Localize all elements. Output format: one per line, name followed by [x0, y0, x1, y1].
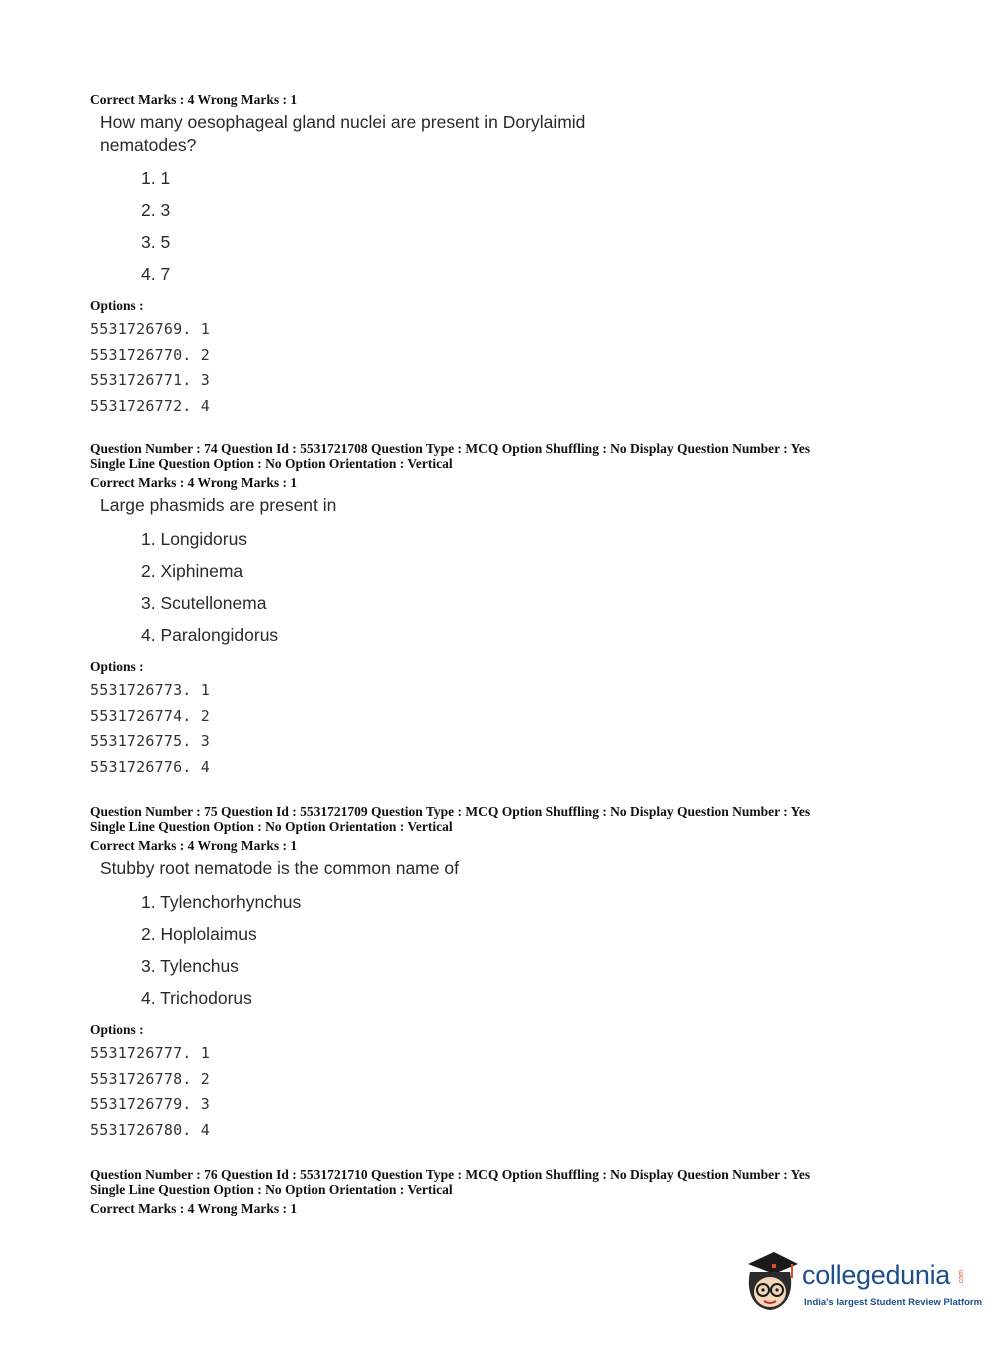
option-id-item: 5531726769. 1 [90, 320, 210, 338]
question-74 [90, 441, 970, 780]
choice-item: 2. Xiphinema [141, 561, 244, 581]
collegedunia-logo[interactable] [740, 1250, 983, 1320]
choice-list [141, 886, 970, 1014]
question-text-line-1: How many oesophageal gland nuclei are present in Dorylaimid [100, 112, 586, 132]
option-id-item: 5531726770. 2 [90, 345, 210, 364]
option-id-item: 5531726773. 1 [90, 681, 210, 699]
choice-item: 2. 3 [141, 200, 171, 220]
marks-line: Correct Marks : 4 Wrong Marks : 1 [90, 92, 298, 107]
meta-line-2: Single Line Question Option : No Option Orientation : Vertical [90, 1182, 453, 1197]
option-id-item: 5531726780. 4 [90, 1120, 210, 1139]
options-label: Options : [90, 1022, 144, 1037]
question-meta [90, 1167, 970, 1197]
meta-line-2: Single Line Question Option : No Option Orientation : Vertical [90, 819, 453, 834]
choice-item: 2. Hoplolaimus [141, 924, 257, 944]
choice-item: 1. Tylenchorhynchus [141, 892, 302, 912]
choice-item: 3. 5 [141, 232, 171, 252]
logo-tagline: India's largest Student Review Platform [804, 1297, 983, 1308]
marks-line: Correct Marks : 4 Wrong Marks : 1 [90, 1201, 298, 1216]
meta-line-1: Question Number : 74 Question Id : 5531721708 Question Type : MCQ Option Shuffling : No Display Question Number : Yes [90, 441, 811, 456]
option-id-list [90, 317, 970, 419]
question-text-line-2: nematodes? [100, 135, 197, 155]
question-text: Stubby root nematode is the common name of [100, 858, 459, 878]
question-text: Large phasmids are present in [100, 495, 337, 515]
option-id-item: 5531726775. 3 [90, 732, 210, 750]
question-text [100, 111, 970, 157]
meta-line-2: Single Line Question Option : No Option Orientation : Vertical [90, 456, 453, 471]
question-75 [90, 804, 970, 1143]
meta-line-1: Question Number : 75 Question Id : 5531721709 Question Type : MCQ Option Shuffling : No Display Question Number : Yes [90, 804, 811, 819]
choice-item: 3. Scutellonema [141, 593, 267, 613]
question-meta [90, 804, 970, 834]
option-id-item: 5531726774. 2 [90, 706, 210, 725]
option-id-item: 5531726776. 4 [90, 757, 210, 776]
logo-wordmark: collegedunia [802, 1260, 951, 1290]
logo-domain-suffix: .com [958, 1270, 965, 1286]
options-label: Options : [90, 659, 144, 674]
question-meta [90, 441, 970, 471]
choice-item: 4. 7 [141, 264, 171, 284]
marks-line: Correct Marks : 4 Wrong Marks : 1 [90, 475, 298, 490]
option-id-item: 5531726772. 4 [90, 396, 210, 415]
choice-item: 3. Tylenchus [141, 956, 239, 976]
choice-list [141, 523, 970, 651]
option-id-list [90, 1041, 970, 1143]
student-mascot-icon [740, 1250, 800, 1314]
meta-line-1: Question Number : 76 Question Id : 5531721710 Question Type : MCQ Option Shuffling : No Display Question Number : Yes [90, 1167, 811, 1182]
question-76 [90, 1167, 970, 1218]
option-id-item: 5531726777. 1 [90, 1044, 210, 1062]
choice-item: 4. Paralongidorus [141, 625, 279, 645]
choice-list [141, 162, 970, 290]
option-id-item: 5531726779. 3 [90, 1095, 210, 1113]
option-id-list [90, 678, 970, 780]
choice-item: 1. Longidorus [141, 529, 248, 549]
choice-item: 4. Trichodorus [141, 988, 252, 1008]
marks-line: Correct Marks : 4 Wrong Marks : 1 [90, 838, 298, 853]
question-73 [90, 91, 970, 419]
option-id-item: 5531726771. 3 [90, 371, 210, 389]
option-id-item: 5531726778. 2 [90, 1069, 210, 1088]
choice-item: 1. 1 [141, 168, 171, 188]
options-label: Options : [90, 298, 144, 313]
